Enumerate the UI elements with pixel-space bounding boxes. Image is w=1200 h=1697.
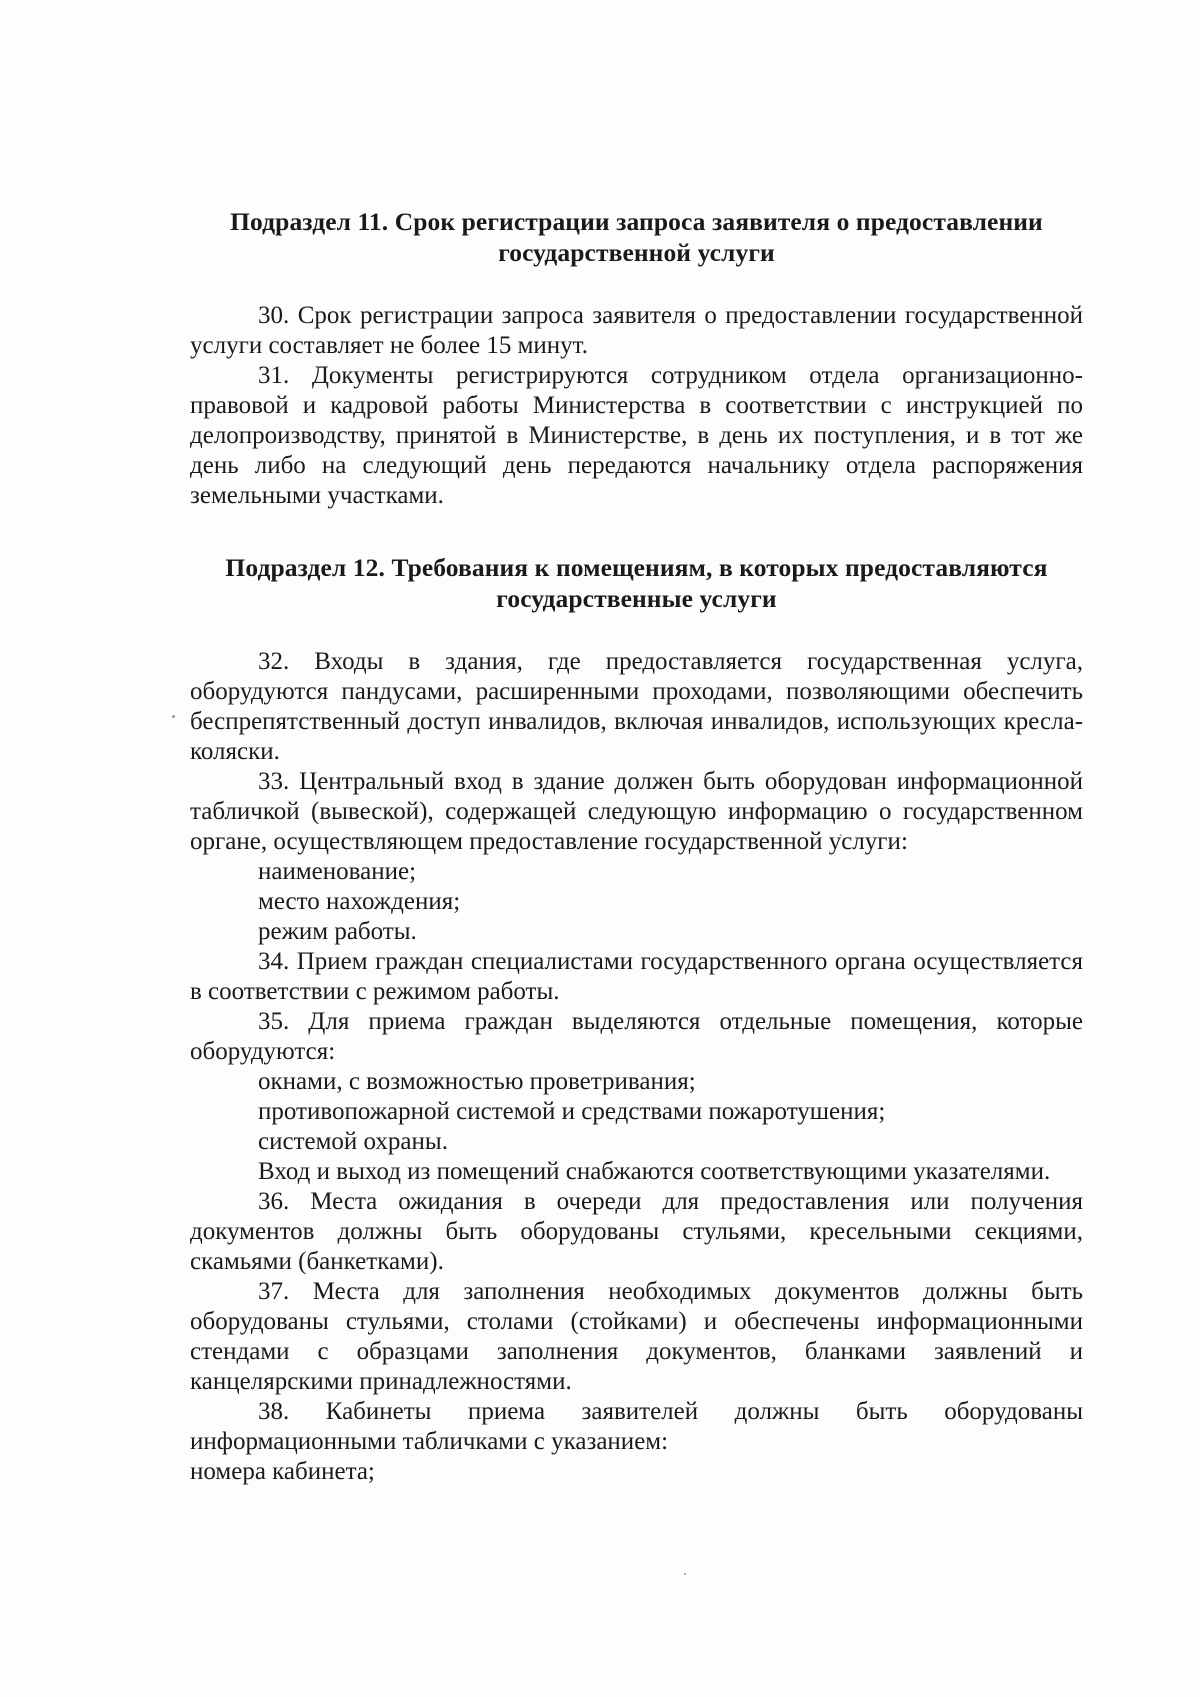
paragraph-37: 37. Места для заполнения необходимых документов должны быть оборудованы стульями, столами (стойками) и обеспечены информационными стендами с образцами заполнения документов, бланками заявлений и канцелярскими принадлежностями.	[190, 1278, 1083, 1395]
list-item: номера кабинета;	[190, 1458, 375, 1485]
scan-speck	[684, 1573, 686, 1575]
list-item: системой охраны.	[258, 1128, 448, 1155]
paragraph-30: 30. Срок регистрации запроса заявителя о предоставлении государственной услуги составляет не более 15 минут.	[190, 302, 1083, 359]
paragraph-35-entrance: Вход и выход из помещений снабжаются соответствующими указателями.	[258, 1158, 1051, 1185]
paragraph-32: 32. Входы в здания, где предоставляется государственная услуга, оборудуются пандусами, расширенными проходами, позволяющими обеспечить беспрепятственный доступ инвалидов, включая инвалидов, использующих кресла-коляски.	[190, 648, 1083, 765]
heading-line: государственной услуги	[498, 238, 775, 267]
document-body	[190, 206, 1083, 1487]
paragraph-34: 34. Прием граждан специалистами государственного органа осуществляется в соответствии с режимом работы.	[190, 948, 1083, 1005]
paragraph-38: 38. Кабинеты приема заявителей должны быть оборудованы информационными табличками с указанием:	[190, 1398, 1083, 1455]
list-item: окнами, с возможностью проветривания;	[258, 1068, 696, 1095]
subsection-12-heading	[190, 552, 1083, 614]
subsection-11-heading	[190, 206, 1083, 268]
list-item: место нахождения;	[258, 888, 461, 915]
list-item: противопожарной системой и средствами пожаротушения;	[258, 1098, 886, 1125]
heading-line: государственные услуги	[496, 584, 777, 613]
list-item: наименование;	[258, 858, 417, 885]
scan-speck	[172, 715, 175, 718]
heading-line: Подраздел 12. Требования к помещениям, в которых предоставляются	[225, 553, 1048, 582]
paragraph-31: 31. Документы регистрируются сотрудником отдела организационно-правовой и кадровой работы Министерства в соответствии с инструкцией по делопроизводству, принятой в Министерстве, в день их поступления, и в тот же день либо на следующий день передаются начальнику отдела распоряжения земельными участками.	[190, 362, 1083, 509]
paragraph-33: 33. Центральный вход в здание должен быть оборудован информационной табличкой (вывеской), содержащей следующую информацию о государственном органе, осуществляющем предоставление государственной услуги:	[190, 768, 1083, 855]
paragraph-36: 36. Места ожидания в очереди для предоставления или получения документов должны быть оборудованы стульями, кресельными секциями, скамьями (банкетками).	[190, 1188, 1083, 1275]
paragraph-35: 35. Для приема граждан выделяются отдельные помещения, которые оборудуются:	[190, 1008, 1083, 1065]
heading-line: Подраздел 11. Срок регистрации запроса заявителя о предоставлении	[230, 207, 1043, 236]
list-item: режим работы.	[258, 918, 417, 945]
